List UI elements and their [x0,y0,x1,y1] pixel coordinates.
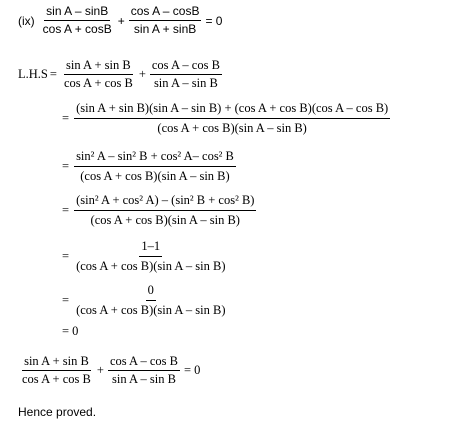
step-2-fraction [74,100,390,137]
step-4-denominator: (cos A + cos B)(sin A – sin B) [90,213,240,227]
equals-sign: = [62,111,70,125]
step-5-numerator: 1–1 [139,238,162,257]
step-4-fraction [74,192,256,229]
step-3-denominator: (cos A + cos B)(sin A – sin B) [80,169,230,183]
plus-sign: + [96,363,104,377]
step-1-fraction-2-denominator: sin A – sin B [153,76,218,90]
step-5-denominator: (cos A + cos B)(sin A – sin B) [76,259,226,273]
step-1-fraction-2 [150,58,222,91]
equals-sign: = [49,67,57,81]
step-1-fraction-1-denominator: cos A + cos B [63,76,133,90]
conclusion-rhs: = 0 [184,363,201,377]
step-2-numerator: (sin A + sin B)(sin A – sin B) + (cos A + cos B)(cos A – cos B) [74,100,390,119]
question-label: (ix) [18,13,35,28]
solution-step-5 [62,238,229,275]
conclusion-text [18,405,96,419]
conclusion-line [18,354,202,387]
step-1-fraction-2-numerator: cos A – cos B [150,58,222,75]
step-3-numerator: sin² A – sin² B + cos² A– cos² B [74,148,236,167]
question-rhs: = 0 [205,13,223,28]
solution-step-4 [62,192,258,229]
solution-step-2 [62,100,392,137]
question-fraction-2-numerator: cos A – cosB [129,4,202,21]
equals-sign: = [62,203,70,217]
conclusion-fraction-2-numerator: cos A – cos B [108,354,180,371]
plus-sign: + [117,13,125,28]
step-1-fraction-1 [62,58,135,91]
step-7-result: = 0 [62,324,79,338]
solution-step-6 [62,282,229,319]
equals-sign: = [62,159,70,173]
plus-sign: + [138,67,146,81]
question-fraction-2 [129,4,202,37]
step-2-denominator: (cos A + cos B)(sin A – sin B) [157,121,307,135]
hence-proved-text: Hence proved. [18,405,97,419]
question-fraction-1-numerator: sin A – sinB [44,4,110,21]
conclusion-fraction-1-denominator: cos A + cos B [22,372,91,386]
question-fraction-2-denominator: sin A + sinB [133,22,197,36]
step-4-numerator: (sin² A + cos² A) – (sin² B + cos² B) [74,192,256,211]
lhs-label: L.H.S [18,67,48,81]
conclusion-fraction-2 [108,354,180,387]
step-5-fraction [74,238,227,275]
conclusion-fraction-1-numerator: sin A + sin B [22,354,91,371]
question-line [18,4,224,37]
question-fraction-1-denominator: cos A + cosB [42,22,112,36]
solution-step-1 [18,58,224,91]
step-6-numerator: 0 [146,282,156,301]
step-3-fraction [74,148,236,185]
solution-step-7 [62,324,78,339]
equals-sign: = [62,293,70,307]
question-fraction-1 [41,4,114,37]
step-6-fraction [74,282,227,319]
equals-sign: = [62,249,70,263]
conclusion-fraction-1 [20,354,93,387]
solution-step-3 [62,148,238,185]
step-1-fraction-1-numerator: sin A + sin B [64,58,133,75]
step-6-denominator: (cos A + cos B)(sin A – sin B) [76,303,226,317]
conclusion-fraction-2-denominator: sin A – sin B [112,372,176,386]
